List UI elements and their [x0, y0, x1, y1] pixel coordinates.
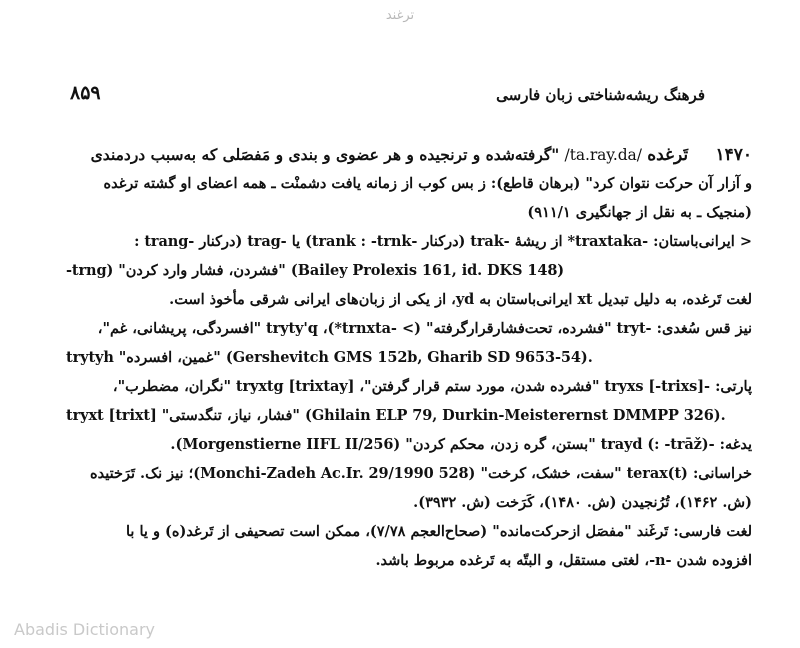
entry-line: (ش. ۱۴۶۲)، تُرُنجیدن (ش. ۱۴۸۰)، کَرَخت (ش. ۳۹۳۲). — [413, 494, 752, 511]
entry-line: افزوده شدن -n-، لغتی مستقل، و البتّه به تَرغده مربوط باشد. — [375, 552, 752, 569]
entry-headline — [66, 140, 752, 169]
entry-line: پارتی: -tryxs [-trixs] "فشرده شدن، مورد ستم قرار گرفتن"، tryxtg [trixtay] "نگران، مضطرب"، — [112, 378, 752, 395]
entry-line: یدغه: -trayd (: -trāž) "بستن، گره زدن، محکم کردن" (Morgenstierne IIFL II/256). — [170, 436, 752, 453]
entry-line: لغت فارسی: تَرغَند "مفصَل ازحرکت‌مانده" (صحاح‌العجم ۷/۷۸)، ممکن است تصحیفی از تَرغد(ه) و یا با — [125, 523, 752, 540]
entry-line: لغت تَرغده، به دلیل تبدیل xt ایرانی‌باستان به yd، از یکی از زبان‌های ایرانی شرقی مأخوذ است. — [169, 291, 752, 308]
entry-line: tryxt [trixt] "فشار، نیاز، تنگدستی" (Ghilain ELP 79, Durkin-Meisterernst DMMPP 326). — [66, 407, 726, 424]
entry-line: < ایرانی‌باستان: -traxtaka* از ریشهٔ -trak (درکنار -trank : -trnk) یا -trag (درکنار -trang : — [134, 233, 752, 250]
entry-line: نیز قس سُغدی: -tryt "فشرده، تحت‌فشارقرارگرفته" (> -trnxta*)، tryty'q "افسردگی، پریشانی، غم"، — [97, 320, 752, 337]
entry-line: -trng) "فشردن، فشار وارد کردن" (Bailey Prolexis 161, id. DKS 148) — [66, 262, 565, 279]
dictionary-entry — [66, 140, 752, 575]
entry-headword: تَرغده — [647, 145, 689, 165]
entry-line: (منجیک ـ به نقل از جهانگیری ۹۱۱/۱) — [527, 204, 752, 221]
entry-transcription: /ta.ray.da/ — [564, 146, 642, 164]
entry-number: ۱۴۷۰ — [715, 145, 752, 165]
page-number: ۸۵۹ — [70, 82, 101, 104]
book-title: فرهنگ ریشه‌شناختی زبان فارسی — [496, 86, 705, 104]
watermark-text: Abadis Dictionary — [14, 620, 155, 639]
site-header-word: ترغند — [385, 8, 415, 23]
entry-line: و آزار آن حرکت نتوان کرد" (برهان قاطع): ز بس کوب از زمانه یافت دشمنْت ـ همه اعضای او گشته ترغده — [103, 175, 752, 192]
entry-line: trytyh "غمین، افسرده" (Gershevitch GMS 152b, Gharib SD 9653-54). — [66, 349, 593, 366]
entry-definition-line: "گرفته‌شده و ترنجیده و هر عضوی و بندی و مَفصَلی که به‌سبب دردمندی — [90, 145, 560, 164]
entry-line: خراسانی: (terax(t "سفت، خشک، کرخت" (Monchi-Zadeh Ac.Ir. 29/1990 528)؛ نیز نک. تَرَختیده — [90, 465, 752, 482]
